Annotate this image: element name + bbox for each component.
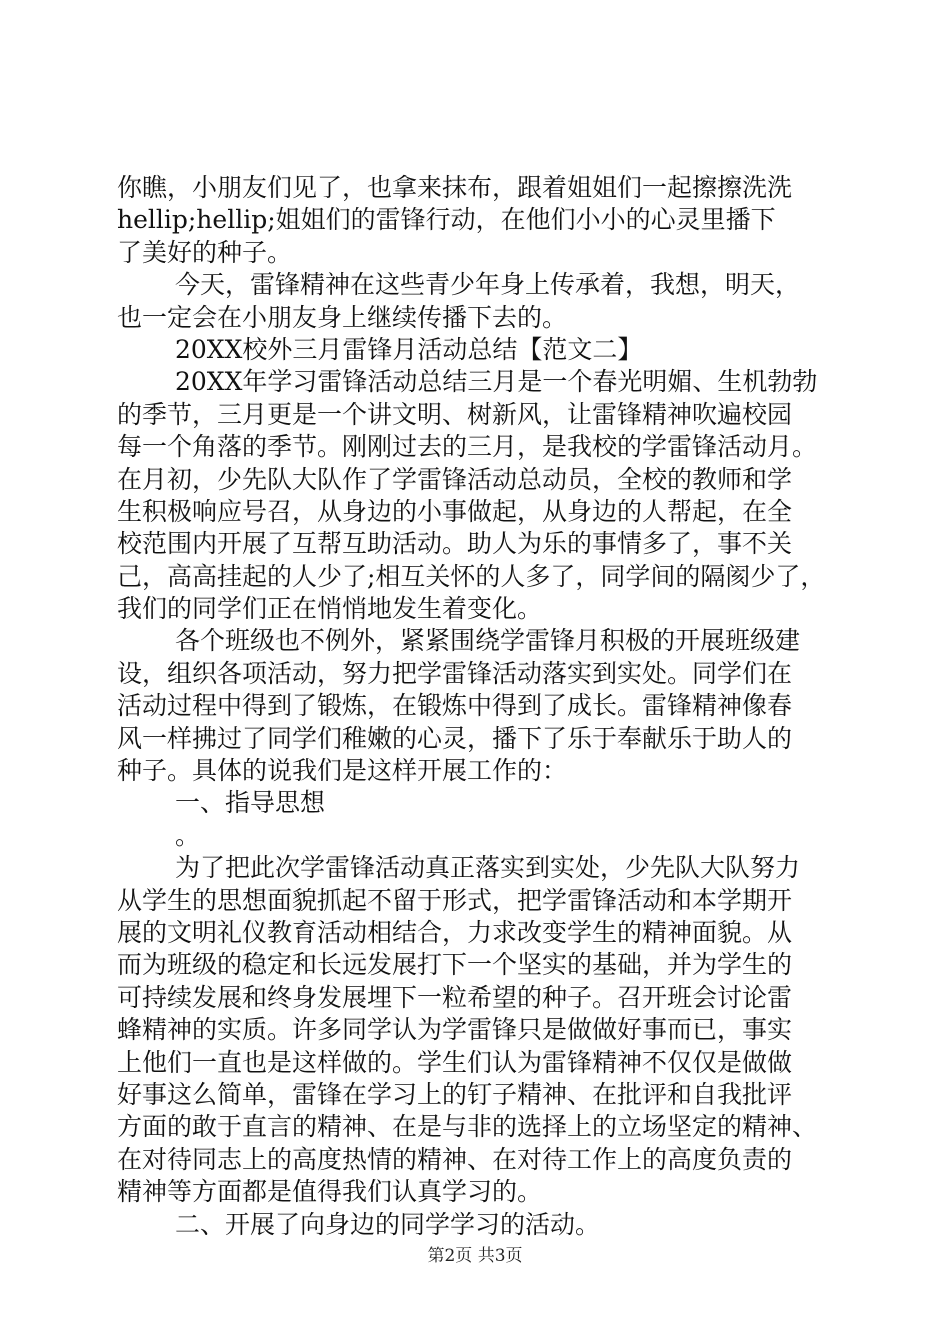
text-line: 。 — [175, 820, 201, 850]
text-line: 活动过程中得到了锻炼，在锻炼中得到了成长。雷锋精神像春 — [117, 691, 793, 721]
page-footer: 第2页 共3页 — [427, 1246, 523, 1266]
text-line: 各个班级也不例外，紧紧围绕学雷锋月积极的开展班级建 — [175, 626, 801, 656]
document-body — [117, 172, 839, 1241]
text-line: 20XX校外三月雷锋月活动总结【范文二】 — [175, 334, 643, 364]
text-line: 今天，雷锋精神在这些青少年身上传承着，我想，明天， — [175, 270, 801, 300]
text-line: hellip;hellip;姐姐们的雷锋行动，在他们小小的心灵里播下 — [117, 205, 776, 235]
text-line: 一、指导思想 — [175, 788, 326, 818]
text-line: 我们的同学们正在悄悄地发生着变化。 — [117, 594, 543, 624]
text-line: 每一个角落的季节。刚刚过去的三月，是我校的学雷锋活动月。 — [117, 432, 818, 462]
text-line: 好事这么简单，雷锋在学习上的钉子精神、在批评和自我批评 — [117, 1079, 793, 1109]
text-line: 从学生的思想面貌抓起不留于形式，把学雷锋活动和本学期开 — [117, 885, 793, 915]
text-line: 的季节，三月更是一个讲文明、树新风，让雷锋精神吹遍校园 — [117, 399, 793, 429]
text-line: 而为班级的稳定和长远发展打下一个坚实的基础，并为学生的 — [117, 950, 793, 980]
text-line: 也一定会在小朋友身上继续传播下去的。 — [117, 302, 568, 332]
text-line: 在月初，少先队大队作了学雷锋活动总动员，全校的教师和学 — [117, 464, 793, 494]
text-line: 风一样拂过了同学们稚嫩的心灵，播下了乐于奉献乐于助人的 — [117, 723, 793, 753]
text-line: 生积极响应号召，从身边的小事做起，从身边的人帮起，在全 — [117, 496, 793, 526]
text-line: 上他们一直也是这样做的。学生们认为雷锋精神不仅仅是做做 — [117, 1047, 793, 1077]
text-line: 了美好的种子。 — [117, 237, 293, 267]
text-line: 己，高高挂起的人少了;相互关怀的人多了，同学间的隔阂少了， — [117, 561, 826, 591]
text-line: 为了把此次学雷锋活动真正落实到实处，少先队大队努力 — [175, 853, 801, 883]
text-line: 种子。具体的说我们是这样开展工作的： — [117, 756, 568, 786]
text-line: 精神等方面都是值得我们认真学习的。 — [117, 1177, 543, 1207]
text-line: 20XX年学习雷锋活动总结三月是一个春光明媚、生机勃勃 — [175, 367, 818, 397]
text-line: 你瞧，小朋友们见了，也拿来抹布，跟着姐姐们一起擦擦洗洗 — [117, 173, 793, 202]
text-line: 可持续发展和终身发展埋下一粒希望的种子。召开班会讨论雷 — [117, 982, 793, 1012]
text-line: 在对待同志上的高度热情的精神、在对待工作上的高度负责的 — [117, 1144, 793, 1174]
text-line: 二、开展了向身边的同学学习的活动。 — [175, 1209, 601, 1239]
text-line: 蜂精神的实质。许多同学认为学雷锋只是做做好事而已，事实 — [117, 1015, 793, 1045]
text-line: 校范围内开展了互帮互助活动。助人为乐的事情多了，事不关 — [117, 529, 793, 559]
text-line: 方面的敢于直言的精神、在是与非的选择上的立场坚定的精神、 — [117, 1112, 818, 1142]
text-line: 展的文明礼仪教育活动相结合，力求改变学生的精神面貌。从 — [117, 917, 793, 947]
text-line: 设，组织各项活动，努力把学雷锋活动落实到实处。同学们在 — [117, 658, 793, 688]
